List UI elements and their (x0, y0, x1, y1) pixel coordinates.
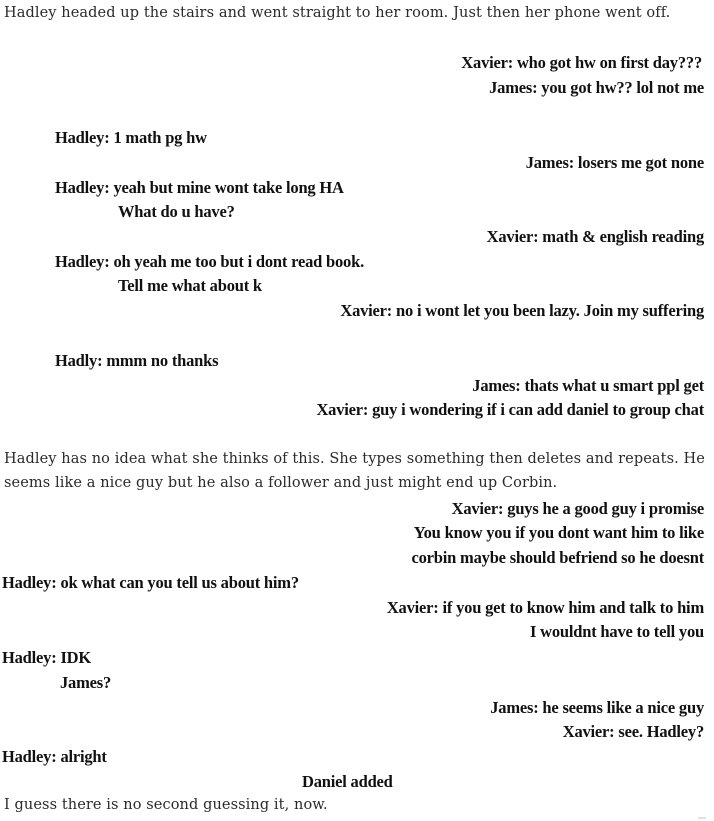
chat-message-xavier: Xavier: who got hw on first day??? (461, 53, 702, 72)
chat-message-james: James: he seems like a nice guy (490, 698, 704, 717)
chat-message-hadley-continued: Tell me what about k (118, 276, 262, 295)
chat-message-james: James: you got hw?? lol not me (489, 78, 704, 97)
chat-message-james: James: thats what u smart ppl get (472, 376, 704, 395)
corner-decoration (698, 817, 706, 819)
narration-paragraph: Hadley has no idea what she thinks of this. She types something then deletes and repeats. He (4, 451, 705, 467)
chat-message-hadley: Hadley: 1 math pg hw (55, 128, 207, 147)
narration-paragraph: Hadley headed up the stairs and went straight to her room. Just then her phone went off. (4, 5, 671, 21)
chat-message-hadley: Hadley: oh yeah me too but i dont read book. (55, 252, 365, 271)
chat-message-james: James: losers me got none (525, 153, 704, 172)
chat-message-xavier-continued: corbin maybe should befriend so he doesnt (411, 548, 704, 567)
chat-system-notice: Daniel added (302, 772, 393, 791)
chat-message-xavier: Xavier: if you get to know him and talk to him (386, 598, 704, 617)
chat-message-xavier: Xavier: see. Hadley? (562, 722, 704, 741)
chat-message-hadley: Hadley: ok what can you tell us about him? (2, 573, 299, 592)
chat-message-xavier: Xavier: guy i wondering if i can add daniel to group chat (316, 400, 704, 419)
chat-message-hadley-continued: James? (60, 673, 112, 692)
chat-message-xavier-continued: I wouldnt have to tell you (529, 622, 704, 641)
narration-paragraph: I guess there is no second guessing it, now. (4, 797, 328, 813)
chat-message-xavier-continued: You know you if you dont want him to like (413, 523, 704, 542)
chat-message-hadley: Hadly: mmm no thanks (55, 351, 219, 370)
chat-message-hadley: Hadley: IDK (2, 648, 92, 667)
chat-message-hadley: Hadley: alright (2, 747, 107, 766)
chat-message-xavier: Xavier: guys he a good guy i promise (451, 499, 704, 518)
chat-message-hadley-continued: What do u have? (118, 202, 235, 221)
chat-message-hadley: Hadley: yeah but mine wont take long HA (55, 178, 344, 197)
narration-paragraph-continued: seems like a nice guy but he also a follower and just might end up Corbin. (4, 475, 558, 491)
chat-message-xavier: Xavier: math & english reading (486, 227, 704, 246)
chat-message-xavier: Xavier: no i wont let you been lazy. Join my suffering (340, 301, 704, 320)
